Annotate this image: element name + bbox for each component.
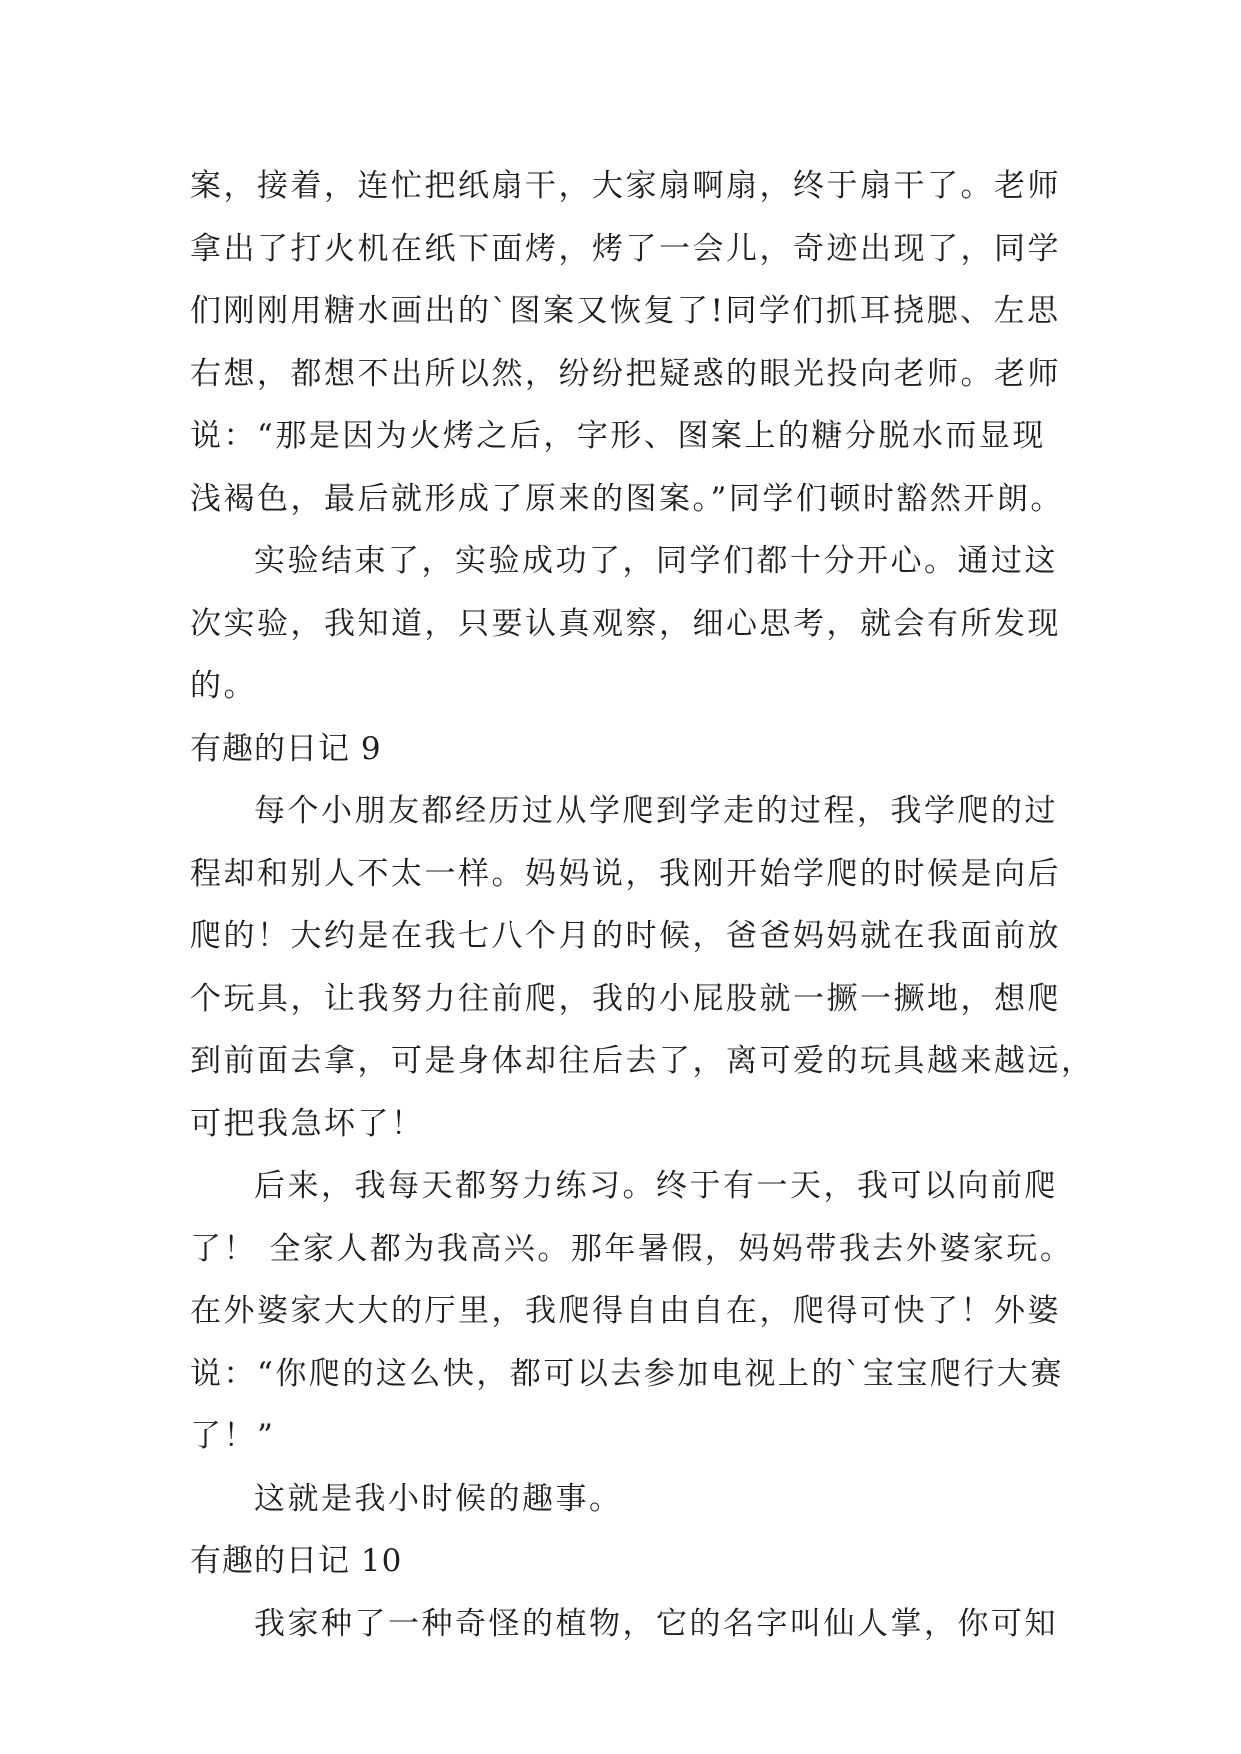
paragraph-line: 们刚刚用糖水画出的`图案又恢复了!同学们抓耳挠腮、左思 (190, 293, 1061, 329)
paragraph-first-line: 实验结束了，实验成功了，同学们都十分开心。通过这 (254, 543, 1058, 579)
paragraph-line: 浅褐色，最后就形成了原来的图案。”同学们顿时豁然开朗。 (190, 480, 1064, 517)
paragraph-line: 说：“你爬的这么快，都可以去参加电视上的`宝宝爬行大赛 (190, 1355, 1064, 1392)
paragraph-line: 拿出了打火机在纸下面烤，烤了一会儿，奇迹出现了，同学 (190, 230, 1061, 267)
paragraph-line: 程却和别人不太一样。妈妈说，我刚开始学爬的时候是向后 (190, 855, 1061, 892)
section-heading: 有趣的日记 10 (190, 1543, 403, 1579)
paragraph-line: 个玩具，让我努力往前爬，我的小屁股就一撅一撅地，想爬 (190, 980, 1061, 1017)
paragraph-first-line: 后来，我每天都努力练习。终于有一天，我可以向前爬 (254, 1168, 1058, 1204)
section-heading: 有趣的日记 9 (190, 730, 382, 767)
paragraph-first-line: 每个小朋友都经历过从学爬到学走的过程，我学爬的过 (254, 793, 1058, 829)
paragraph-line: 说：“那是因为火烤之后，字形、图案上的糖分脱水而显现 (190, 418, 1046, 454)
paragraph-line: 爬的！大约是在我七八个月的时候，爸爸妈妈就在我面前放 (190, 918, 1061, 954)
paragraph-line: 案，接着，连忙把纸扇干，大家扇啊扇，终于扇干了。老师 (190, 168, 1061, 204)
paragraph-line: 的。 (190, 668, 257, 704)
paragraph-line: 了！” (190, 1418, 276, 1454)
paragraph-line: 右想，都想不出所以然，纷纷把疑惑的眼光投向老师。老师 (190, 355, 1061, 392)
paragraph-line: 了！ 全家人都为我高兴。那年暑假，妈妈带我去外婆家玩。 (190, 1230, 1074, 1267)
paragraph-line: 在外婆家大大的厅里，我爬得自由自在，爬得可快了！外婆 (190, 1293, 1061, 1329)
document-body (190, 155, 1095, 1655)
paragraph-line: 次实验，我知道，只要认真观察，细心思考，就会有所发现 (190, 605, 1061, 642)
paragraph-line: 可把我急坏了！ (190, 1105, 425, 1142)
paragraph-first-line: 这就是我小时候的趣事。 (254, 1480, 623, 1517)
paragraph-line: 到前面去拿，可是身体却往后去了，离可爱的玩具越来越远， (190, 1043, 1095, 1079)
paragraph-first-line: 我家种了一种奇怪的植物，它的名字叫仙人掌，你可知 (254, 1605, 1058, 1642)
